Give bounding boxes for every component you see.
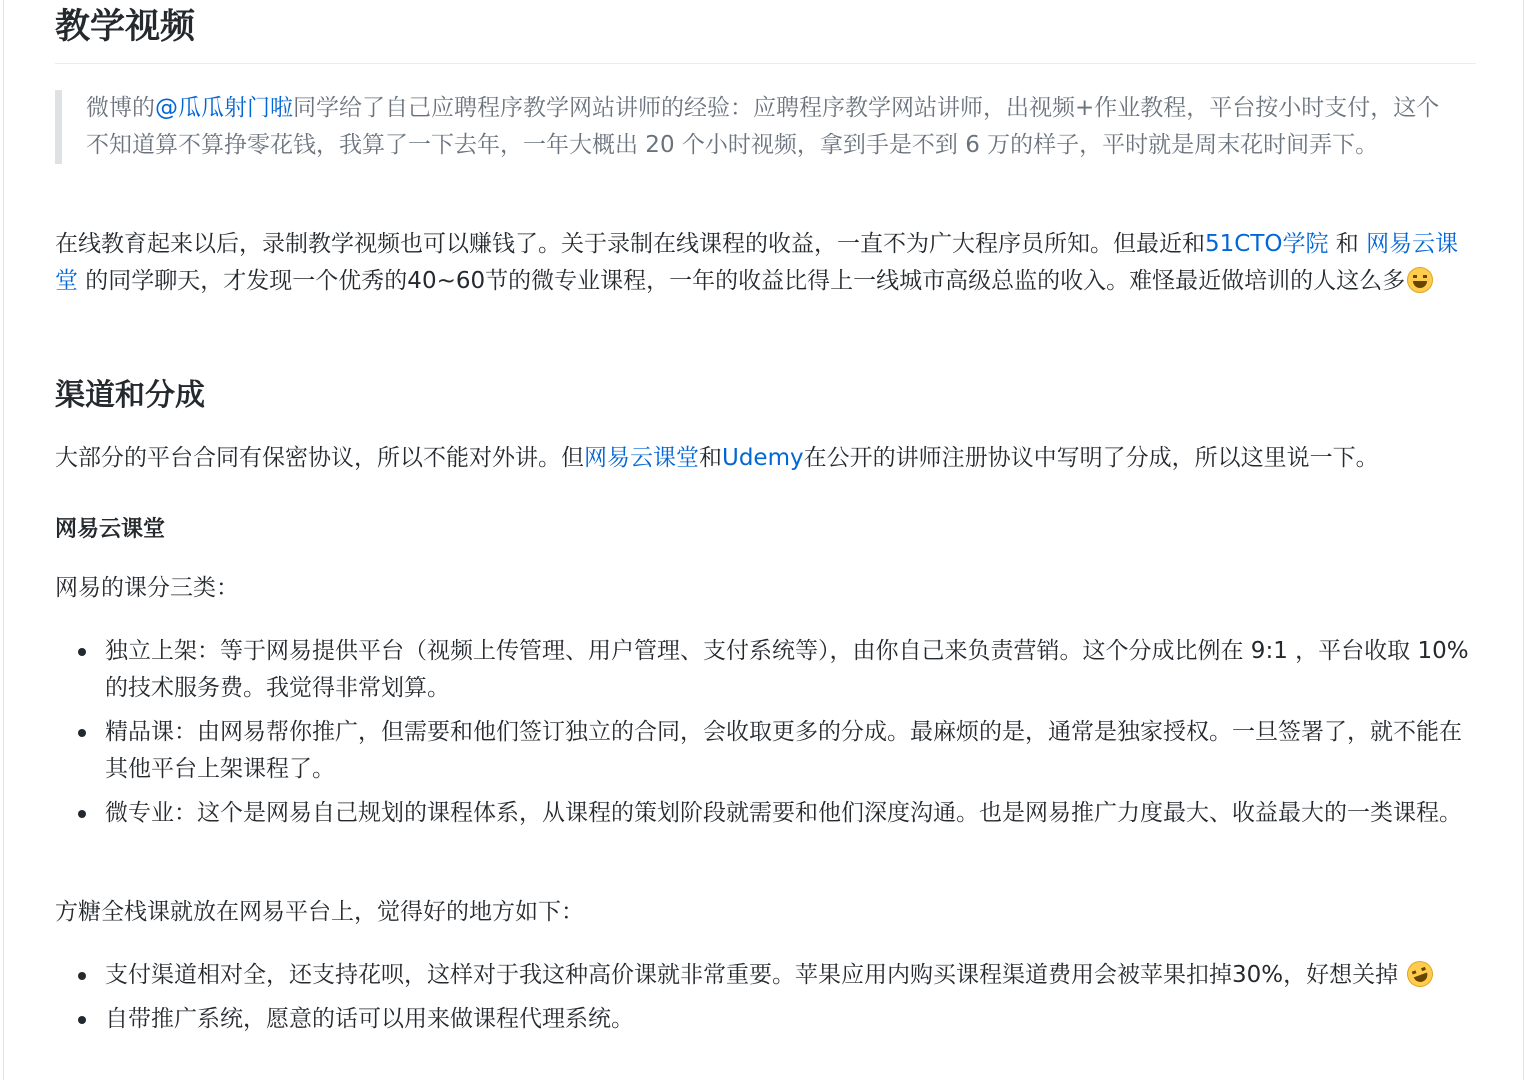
list-item (55, 957, 1476, 994)
list-item (55, 795, 1476, 832)
list-item-text: 自带推广系统，愿意的话可以用来做课程代理系统。 (105, 1006, 634, 1032)
51cto-link[interactable]: 51CTO学院 (1205, 231, 1329, 257)
channels-text-1: 大部分的平台合同有保密协议，所以不能对外讲。但 (55, 445, 584, 471)
course-types-list (55, 633, 1476, 839)
list-item (55, 714, 1476, 788)
netease-cloud-class-link[interactable]: 网易云课堂 (55, 231, 1459, 294)
quote-prefix: 微博的 (86, 95, 155, 121)
channels-title: 渠道和分成 (55, 378, 205, 413)
netease-title: 网易云课堂 (55, 517, 166, 542)
list-item (55, 633, 1476, 707)
pros-list (55, 957, 1476, 1045)
quote-text: 同学给了自己应聘程序教学网站讲师的经验：应聘程序教学网站讲师，出视频+作业教程，平台按小时支付，这个不知道算不算挣零花钱，我算了一下去年，一年大概出 20 个小时视频，拿到手是不到 6 万的样子，平时就是周末花时间弄下。 (86, 95, 1440, 158)
list-item-text: 支付渠道相对全，还支持花呗，这样对于我这种高价课就非常重要。苹果应用内购买课程渠道费用会被苹果扣掉30%，好想关掉 (105, 962, 1406, 988)
intro-text-3: 的同学聊天，才发现一个优秀的40~60节的微专业课程，一年的收益比得上一线城市高级总监的收入。难怪最近做培训的人这么多 (78, 268, 1406, 294)
face-with-tears-of-joy-icon (1407, 267, 1433, 293)
weibo-user-link[interactable]: @瓜瓜射门啦 (155, 95, 293, 121)
bullet-icon (78, 810, 86, 818)
bullet-icon (78, 972, 86, 980)
channels-text-2: 和 (699, 445, 722, 471)
rolling-on-the-floor-laughing-icon (1404, 957, 1437, 990)
list-item-text: 独立上架：等于网易提供平台（视频上传管理、用户管理、支付系统等），由你自己来负责营销。这个分成比例在 9:1 ，平台收取 10% 的技术服务费。我觉得非常划算。 (105, 638, 1469, 701)
title-divider (55, 63, 1476, 64)
intro-paragraph (55, 226, 1476, 300)
bullet-icon (78, 1016, 86, 1024)
netease-link[interactable]: 网易云课堂 (584, 445, 699, 471)
section-title: 教学视频 (55, 7, 196, 47)
channels-paragraph (55, 440, 1476, 477)
content-frame (3, 0, 1524, 1080)
blockquote (55, 90, 1476, 164)
netease-intro: 网易的课分三类： (55, 575, 239, 601)
bullet-icon (78, 729, 86, 737)
bullet-icon (78, 648, 86, 656)
list-item-text: 微专业：这个是网易自己规划的课程体系，从课程的策划阶段就需要和他们深度沟通。也是网易推广力度最大、收益最大的一类课程。 (105, 800, 1462, 826)
intro-text-1: 在线教育起来以后，录制教学视频也可以赚钱了。关于录制在线课程的收益，一直不为广大程序员所知。但最近和 (55, 231, 1205, 257)
list-item-text: 精品课：由网易帮你推广，但需要和他们签订独立的合同，会收取更多的分成。最麻烦的是，通常是独家授权。一旦签署了，就不能在其他平台上架课程了。 (105, 719, 1462, 782)
intro-text-2: 和 (1328, 231, 1367, 257)
list-item (55, 1001, 1476, 1038)
pros-intro: 方糖全栈课就放在网易平台上，觉得好的地方如下： (55, 899, 584, 925)
udemy-link[interactable]: Udemy (722, 445, 804, 471)
channels-text-3: 在公开的讲师注册协议中写明了分成，所以这里说一下。 (803, 445, 1379, 471)
